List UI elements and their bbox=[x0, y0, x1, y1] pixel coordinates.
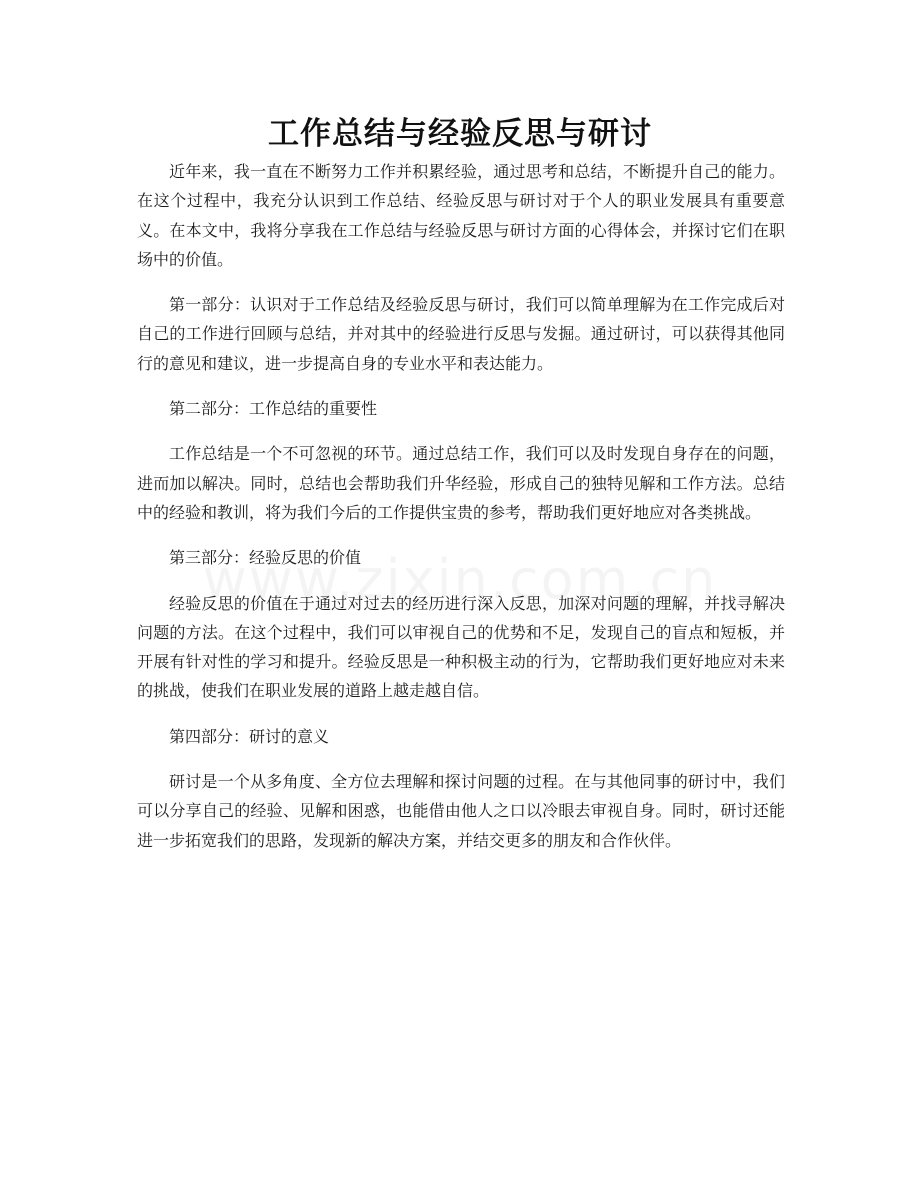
part-one-paragraph: 第一部分：认识对于工作总结及经验反思与研讨，我们可以简单理解为在工作完成后对自己的工作进行回顾与总结，并对其中的经验进行反思与发掘。通过研讨，可以获得其他同行的意见和建议，进一步提高自身的专业水平和表达能力。 bbox=[137, 295, 785, 373]
document-body bbox=[137, 157, 785, 871]
intro-paragraph: 近年来，我一直在不断努力工作并积累经验，通过思考和总结，不断提升自己的能力。在这个过程中，我充分认识到工作总结、经验反思与研讨对于个人的职业发展具有重要意义。在本文中，我将分享我在工作总结与经验反思与研讨方面的心得体会，并探讨它们在职场中的价值。 bbox=[137, 162, 785, 269]
part-two-paragraph: 工作总结是一个不可忽视的环节。通过总结工作，我们可以及时发现自身存在的问题，进而加以解决。同时，总结也会帮助我们升华经验，形成自己的独特见解和工作方法。总结中的经验和教训，将为我们今后的工作提供宝贵的参考，帮助我们更好地应对各类挑战。 bbox=[137, 444, 785, 522]
part-four-heading: 第四部分：研讨的意义 bbox=[169, 726, 330, 746]
part-four-paragraph: 研讨是一个从多角度、全方位去理解和探讨问题的过程。在与其他同事的研讨中，我们可以分享自己的经验、见解和困惑，也能借由他人之口以冷眼去审视自身。同时，研讨还能进一步拓宽我们的思路，发现新的解决方案，并结交更多的朋友和合作伙伴。 bbox=[137, 772, 785, 850]
document-title: 工作总结与经验反思与研讨 bbox=[268, 116, 652, 152]
part-three-heading: 第三部分：经验反思的价值 bbox=[169, 548, 362, 568]
part-two-heading: 第二部分：工作总结的重要性 bbox=[169, 399, 378, 419]
part-three-paragraph: 经验反思的价值在于通过对过去的经历进行深入反思，加深对问题的理解，并找寻解决问题的方法。在这个过程中，我们可以审视自己的优势和不足，发现自己的盲点和短板，并开展有针对性的学习和提升。经验反思是一种积极主动的行为，它帮助我们更好地应对未来的挑战，使我们在职业发展的道路上越走越自信。 bbox=[137, 593, 785, 701]
